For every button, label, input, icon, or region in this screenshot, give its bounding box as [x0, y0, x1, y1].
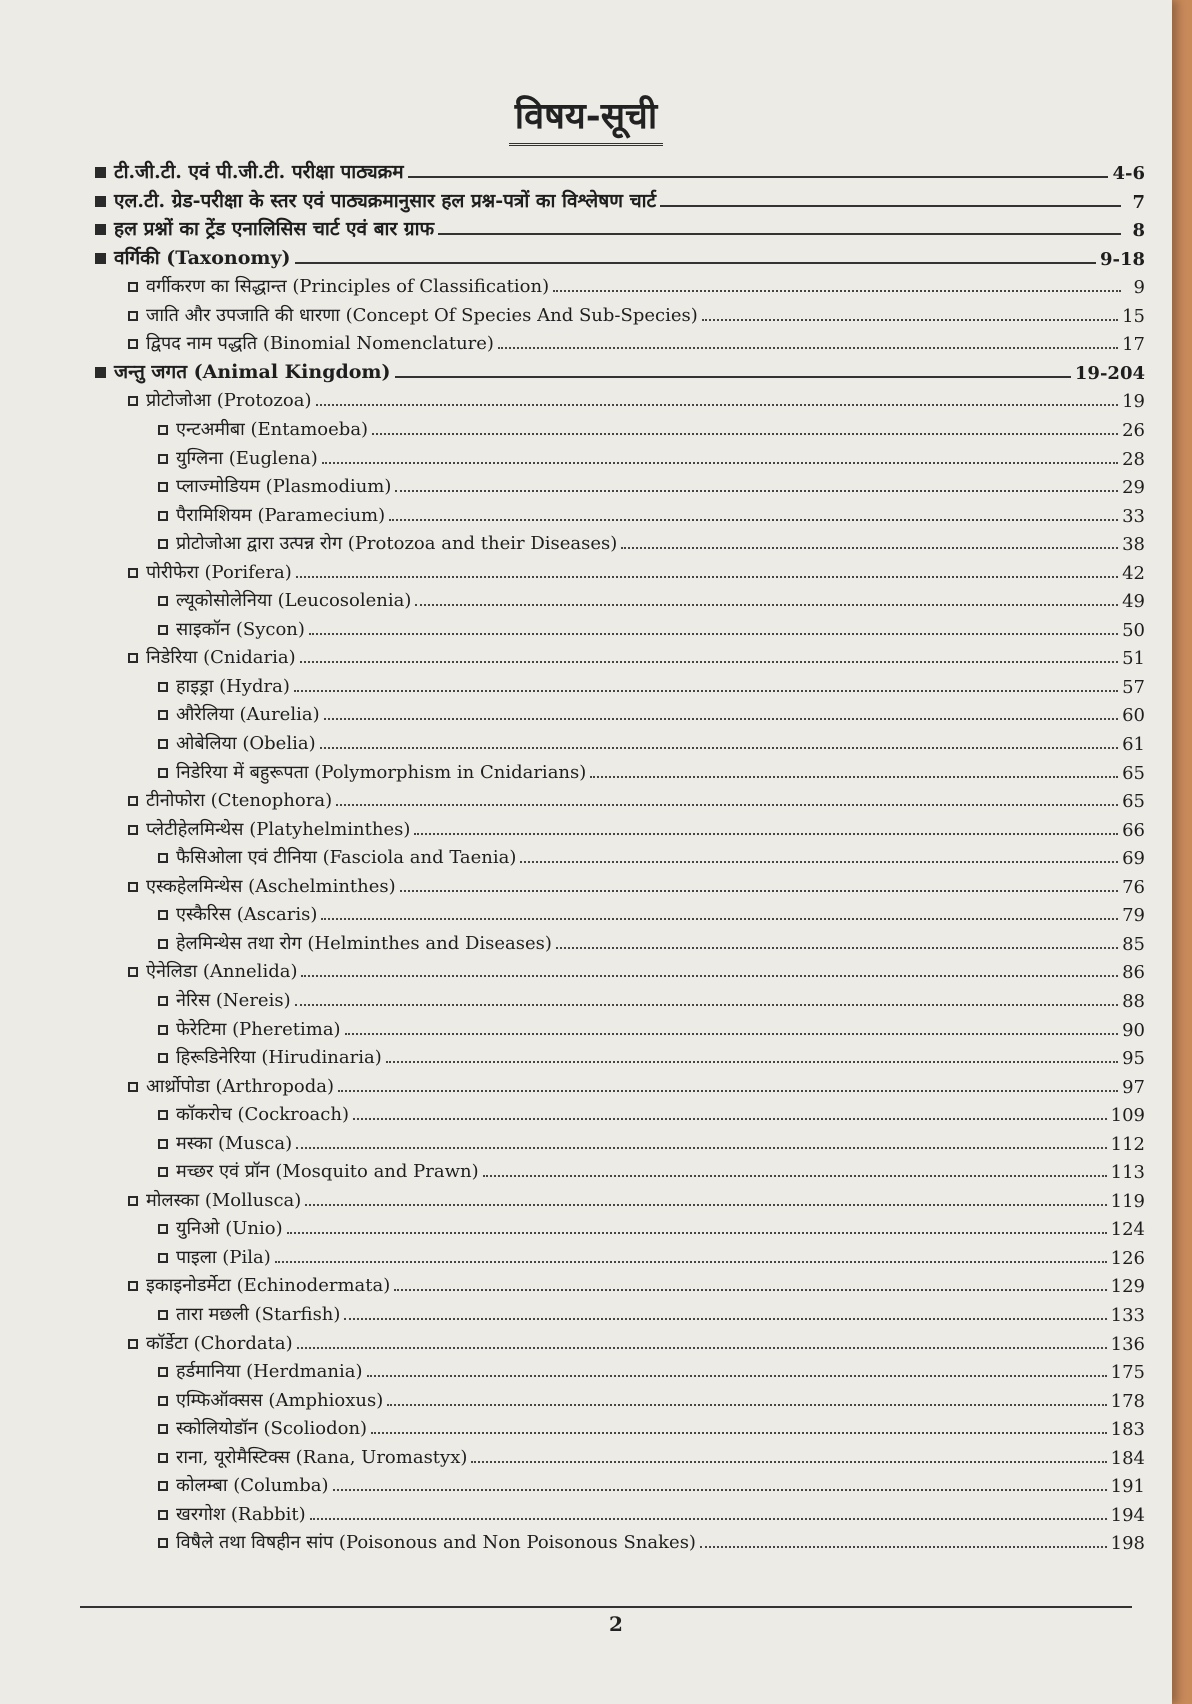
leader-dots [700, 1546, 1107, 1548]
toc-entry-label: जाति और उपजाति की धारणा (Concept Of Species And Sub-Species) [146, 304, 698, 326]
hollow-square-bullet-icon [158, 853, 168, 863]
hollow-square-bullet-icon [128, 1196, 138, 1206]
leader-dots [590, 776, 1118, 778]
hollow-square-bullet-icon [128, 396, 138, 406]
hollow-square-bullet-icon [158, 596, 168, 606]
toc-entry-page: 51 [1122, 648, 1145, 670]
hollow-square-bullet-icon [128, 282, 138, 292]
hollow-square-bullet-icon [158, 1053, 168, 1063]
toc-entry-page: 42 [1122, 562, 1145, 584]
toc-entry-label: प्लेटीहेलमिन्थेस (Platyhelminthes) [146, 818, 411, 840]
toc-entry-label: हर्डमानिया (Herdmania) [176, 1361, 363, 1383]
toc-entry [158, 444, 1145, 470]
hollow-square-bullet-icon [128, 1339, 138, 1349]
toc-entry-label: एस्कैरिस (Ascaris) [176, 904, 318, 926]
toc-entry [128, 1271, 1145, 1297]
toc-entry-page: 191 [1110, 1476, 1145, 1498]
hollow-square-bullet-icon [158, 710, 168, 720]
toc-entry-page: 19-204 [1074, 362, 1145, 384]
leader-dots [400, 890, 1118, 892]
toc-entry [158, 843, 1145, 869]
toc-entry-page: 183 [1110, 1419, 1145, 1441]
leader-dots [394, 1289, 1106, 1291]
toc-entry-page: 7 [1132, 191, 1145, 213]
toc-entry-page: 9-18 [1099, 248, 1145, 270]
leader-dots [621, 547, 1118, 549]
leader-dots [295, 262, 1096, 264]
toc-entry-label: वर्गिकी (Taxonomy) [114, 246, 291, 269]
leader-dots [372, 433, 1118, 435]
hollow-square-bullet-icon [128, 1281, 138, 1291]
toc-entry-page: 113 [1110, 1162, 1145, 1184]
leader-dots [295, 1004, 1118, 1006]
toc-entry-label: मोलस्का (Mollusca) [146, 1189, 302, 1211]
toc-entry-page: 88 [1122, 990, 1145, 1012]
toc-entry [158, 1357, 1145, 1383]
toc-entry-page: 65 [1122, 762, 1145, 784]
hollow-square-bullet-icon [128, 1082, 138, 1092]
leader-dots [395, 490, 1118, 492]
toc-entry-label: विषैले तथा विषहीन सांप (Poisonous and Non Poisonous Snakes) [176, 1532, 696, 1554]
toc-entry [128, 1329, 1145, 1355]
hollow-square-bullet-icon [158, 768, 168, 778]
toc-entry-label: प्रोटोजोआ (Protozoa) [146, 390, 312, 412]
toc-entry [158, 615, 1145, 641]
toc-entry-page: 9 [1133, 277, 1145, 299]
toc-entry [128, 301, 1145, 327]
leader-dots [471, 1461, 1106, 1463]
toc-entry-page: 50 [1122, 619, 1145, 641]
toc-entry-label: नेरिस (Nereis) [176, 989, 291, 1011]
toc-entry [95, 158, 1145, 184]
leader-dots [414, 833, 1118, 835]
hollow-square-bullet-icon [128, 882, 138, 892]
hollow-square-bullet-icon [158, 1253, 168, 1263]
toc-entry-page: 124 [1110, 1219, 1145, 1241]
toc-entry-label: हाइड्रा (Hydra) [176, 675, 290, 697]
toc-entry-label: जन्तु जगत (Animal Kingdom) [114, 360, 391, 383]
toc-entry-page: 178 [1110, 1390, 1145, 1412]
toc-entry [158, 1471, 1145, 1497]
hollow-square-bullet-icon [158, 1224, 168, 1234]
leader-dots [297, 1347, 1107, 1349]
leader-dots [498, 347, 1118, 349]
leader-dots [296, 1147, 1107, 1149]
toc-entry [158, 672, 1145, 698]
toc-entry-label: फैसिओला एवं टीनिया (Fasciola and Taenia) [176, 847, 517, 869]
hollow-square-bullet-icon [158, 682, 168, 692]
toc-entry-page: 26 [1122, 419, 1145, 441]
toc-entry [158, 1214, 1145, 1240]
toc-entry [158, 1414, 1145, 1440]
toc-entry-page: 90 [1122, 1019, 1145, 1041]
toc-entry-label: हेलमिन्थेस तथा रोग (Helminthes and Diseases) [176, 932, 552, 954]
toc-entry-page: 28 [1122, 448, 1145, 470]
toc-entry-label: प्रोटोजोआ द्वारा उत्पन्न रोग (Protozoa and their Diseases) [176, 533, 618, 555]
toc-entry-label: फेरेटिमा (Pheretima) [176, 1018, 341, 1040]
toc-entry-label: युनिओ (Unio) [176, 1218, 283, 1240]
hollow-square-bullet-icon [158, 1310, 168, 1320]
leader-dots [336, 804, 1118, 806]
leader-dots [344, 1318, 1106, 1320]
leader-dots [371, 1432, 1107, 1434]
toc-entry-label: हिरूडिनेरिया (Hirudinaria) [176, 1047, 382, 1069]
toc-entry-page: 194 [1110, 1504, 1145, 1526]
toc-entry-page: 19 [1122, 391, 1145, 413]
hollow-square-bullet-icon [158, 939, 168, 949]
footer-divider [80, 1606, 1132, 1608]
leader-dots [660, 205, 1121, 207]
hollow-square-bullet-icon [158, 482, 168, 492]
hollow-square-bullet-icon [158, 739, 168, 749]
toc-entry-label: राना, यूरोमैस्टिक्स (Rana, Uromastyx) [176, 1446, 468, 1468]
hollow-square-bullet-icon [158, 1110, 168, 1120]
toc-entry-label: ओबेलिया (Obelia) [176, 733, 316, 754]
filled-square-bullet-icon [95, 253, 106, 264]
toc-entry [95, 187, 1145, 213]
toc-entry-label: युग्लिना (Euglena) [176, 447, 318, 469]
leader-dots [294, 690, 1118, 692]
leader-dots [556, 947, 1118, 949]
toc-entry-label: कोलम्बा (Columba) [176, 1475, 329, 1497]
leader-dots [520, 861, 1118, 863]
leader-dots [553, 290, 1121, 292]
toc-entry-label: एम्फिऑक्सस (Amphioxus) [176, 1389, 384, 1411]
hollow-square-bullet-icon [158, 1453, 168, 1463]
toc-entry-label: वर्गीकरण का सिद्धान्त (Principles of Classification) [146, 276, 550, 298]
toc-entry-page: 29 [1122, 477, 1145, 499]
toc-entry [158, 1043, 1145, 1069]
toc-entry-label: द्विपद नाम पद्धति (Binomial Nomenclature) [146, 333, 494, 355]
toc-entry [128, 329, 1145, 355]
hollow-square-bullet-icon [128, 568, 138, 578]
leader-dots [310, 1518, 1107, 1520]
toc-entry-page: 15 [1122, 305, 1145, 327]
toc-entry-page: 76 [1122, 876, 1145, 898]
toc-entry-label: कॉकरोच (Cockroach) [176, 1104, 349, 1126]
toc-entry-label: पाइला (Pila) [176, 1246, 271, 1268]
hollow-square-bullet-icon [158, 1167, 168, 1177]
leader-dots [275, 1261, 1107, 1263]
leader-dots [438, 233, 1121, 235]
toc-entry-label: टीनोफोरा (Ctenophora) [146, 790, 333, 812]
toc-entry [158, 700, 1145, 726]
toc-entry-label: आर्थ्रोपोडा (Arthropoda) [146, 1075, 334, 1097]
toc-entry [128, 815, 1145, 841]
hollow-square-bullet-icon [158, 1139, 168, 1149]
toc-entry-label: हल प्रश्नों का ट्रेंड एनालिसिस चार्ट एवं बार ग्राफ [114, 218, 435, 241]
hollow-square-bullet-icon [158, 1367, 168, 1377]
toc-entry-label: साइकॉन (Sycon) [176, 618, 305, 640]
leader-dots [301, 975, 1118, 977]
leader-dots [702, 319, 1118, 321]
filled-square-bullet-icon [95, 167, 106, 178]
toc-entry-page: 17 [1122, 334, 1145, 356]
toc-entry-page: 60 [1122, 705, 1145, 727]
leader-dots [287, 1232, 1107, 1234]
toc-entry-label: तारा मछली (Starfish) [176, 1304, 341, 1325]
hollow-square-bullet-icon [158, 1424, 168, 1434]
hollow-square-bullet-icon [128, 653, 138, 663]
toc-entry [158, 729, 1145, 755]
toc-entry-page: 97 [1122, 1076, 1145, 1098]
leader-dots [395, 376, 1071, 378]
toc-entry-page: 109 [1110, 1105, 1145, 1127]
toc-entry-label: एन्टअमीबा (Entamoeba) [176, 418, 369, 440]
leader-dots [389, 519, 1118, 521]
toc-entry-label: खरगोश (Rabbit) [176, 1503, 306, 1525]
hollow-square-bullet-icon [158, 1396, 168, 1406]
hollow-square-bullet-icon [158, 539, 168, 549]
toc-entry [158, 501, 1145, 527]
toc-entry-page: 136 [1110, 1333, 1145, 1355]
toc-entry-page: 112 [1110, 1133, 1145, 1155]
hollow-square-bullet-icon [158, 996, 168, 1006]
toc-entry [95, 215, 1145, 241]
toc-entry-label: पैरामिशियम (Paramecium) [176, 504, 386, 526]
toc-entry [158, 1015, 1145, 1041]
toc-entry [128, 1186, 1145, 1212]
toc-entry-page: 198 [1110, 1533, 1145, 1555]
leader-dots [322, 462, 1118, 464]
toc-entry-page: 66 [1122, 819, 1145, 841]
toc-entry [128, 272, 1145, 298]
toc-entry-page: 69 [1122, 848, 1145, 870]
toc-entry-label: निडेरिया (Cnidaria) [146, 647, 296, 669]
leader-dots [386, 1061, 1118, 1063]
toc-entry [128, 872, 1145, 898]
leader-dots [483, 1175, 1107, 1177]
toc-entry-page: 129 [1110, 1276, 1145, 1298]
toc-entry-label: एल.टी. ग्रेड-परीक्षा के स्तर एवं पाठ्यक्रमानुसार हल प्रश्न-पत्रों का विश्लेषण चार्ट [114, 189, 657, 212]
toc-entry [95, 244, 1145, 270]
toc-entry-page: 79 [1122, 905, 1145, 927]
toc-entry [158, 1300, 1145, 1326]
toc-entry [158, 415, 1145, 441]
leader-dots [309, 633, 1118, 635]
toc-entry-label: इकाइनोडर्मेटा (Echinodermata) [146, 1275, 391, 1297]
toc-entry-page: 86 [1122, 962, 1145, 984]
title-text: विषय-सूची [509, 90, 664, 146]
hollow-square-bullet-icon [158, 1510, 168, 1520]
toc-entry-label: मच्छर एवं प्रॉन (Mosquito and Prawn) [176, 1161, 479, 1183]
leader-dots [321, 918, 1118, 920]
toc-entry [158, 1243, 1145, 1269]
toc-entry [158, 1443, 1145, 1469]
toc-entry-label: ऐनेलिडा (Annelida) [146, 961, 298, 983]
hollow-square-bullet-icon [128, 825, 138, 835]
hollow-square-bullet-icon [158, 1025, 168, 1035]
hollow-square-bullet-icon [158, 1481, 168, 1491]
leader-dots [338, 1090, 1118, 1092]
toc-entry-page: 61 [1122, 734, 1145, 755]
leader-dots [345, 1033, 1119, 1035]
toc-entry [158, 758, 1145, 784]
toc-entry-page: 184 [1110, 1447, 1145, 1469]
leader-dots [333, 1489, 1107, 1491]
hollow-square-bullet-icon [128, 967, 138, 977]
leader-dots [415, 604, 1118, 606]
leader-dots [367, 1375, 1107, 1377]
hollow-square-bullet-icon [158, 425, 168, 435]
leader-dots [296, 576, 1118, 578]
toc-entry-label: औरेलिया (Aurelia) [176, 704, 320, 726]
toc-entry-page: 4-6 [1112, 163, 1145, 184]
toc-entry-label: स्कोलियोडॉन (Scoliodon) [176, 1418, 368, 1440]
toc-entry-label: एस्कहेलमिन्थेस (Aschelminthes) [146, 875, 396, 897]
toc-entry-label: मस्का (Musca) [176, 1132, 293, 1154]
toc-entry [158, 1528, 1145, 1554]
leader-dots [316, 404, 1119, 406]
toc-entry-page: 133 [1110, 1305, 1145, 1326]
leader-dots [353, 1118, 1107, 1120]
toc-entry [158, 1386, 1145, 1412]
toc-entry-label: पोरीफेरा (Porifera) [146, 561, 292, 583]
toc-entry [158, 472, 1145, 498]
leader-dots [408, 176, 1109, 178]
toc-entry [158, 1129, 1145, 1155]
toc-entry-label: कॉर्डेटा (Chordata) [146, 1332, 293, 1354]
toc-entry [158, 929, 1145, 955]
leader-dots [387, 1404, 1106, 1406]
toc-entry-page: 119 [1110, 1190, 1145, 1212]
toc-entry-label: प्लाज्मोडियम (Plasmodium) [176, 476, 392, 498]
hollow-square-bullet-icon [158, 511, 168, 521]
leader-dots [305, 1204, 1106, 1206]
hollow-square-bullet-icon [158, 1538, 168, 1548]
toc-entry [128, 643, 1145, 669]
toc-entry [128, 386, 1145, 412]
toc-entry-page: 8 [1132, 220, 1145, 242]
toc-entry-page: 95 [1122, 1048, 1145, 1070]
leader-dots [324, 718, 1118, 720]
toc-entry-label: निडेरिया में बहुरूपता (Polymorphism in Cnidarians) [176, 761, 587, 783]
toc-entry [158, 529, 1145, 555]
toc-entry [158, 900, 1145, 926]
toc-entry [128, 1072, 1145, 1098]
filled-square-bullet-icon [95, 196, 106, 207]
filled-square-bullet-icon [95, 224, 106, 235]
toc-entry [128, 558, 1145, 584]
toc-entry [128, 786, 1145, 812]
toc-entry-page: 33 [1122, 505, 1145, 527]
toc-entry [158, 1500, 1145, 1526]
toc-entry-page: 57 [1122, 676, 1145, 698]
toc-entry [158, 586, 1145, 612]
toc-entry-label: टी.जी.टी. एवं पी.जी.टी. परीक्षा पाठ्यक्रम [114, 161, 404, 183]
toc-entry-page: 175 [1110, 1362, 1145, 1384]
toc-entry [95, 358, 1145, 384]
toc-entry-page: 126 [1110, 1247, 1145, 1269]
toc-entry [158, 1157, 1145, 1183]
toc-entry-page: 49 [1122, 591, 1145, 613]
toc-entry [158, 1100, 1145, 1126]
hollow-square-bullet-icon [128, 339, 138, 349]
toc-entry-page: 65 [1122, 791, 1145, 813]
hollow-square-bullet-icon [128, 311, 138, 321]
toc-entry-label: ल्यूकोसोलेनिया (Leucosolenia) [176, 590, 412, 612]
toc-entry [128, 957, 1145, 983]
hollow-square-bullet-icon [158, 625, 168, 635]
leader-dots [320, 747, 1118, 749]
toc-entry [158, 986, 1145, 1012]
filled-square-bullet-icon [95, 367, 106, 378]
hollow-square-bullet-icon [158, 910, 168, 920]
hollow-square-bullet-icon [128, 796, 138, 806]
toc-entry-page: 85 [1122, 933, 1145, 955]
hollow-square-bullet-icon [158, 454, 168, 464]
leader-dots [300, 661, 1118, 663]
page-title [0, 90, 1172, 146]
footer-page-number: 2 [609, 1612, 623, 1636]
toc-entry-page: 38 [1122, 534, 1145, 556]
